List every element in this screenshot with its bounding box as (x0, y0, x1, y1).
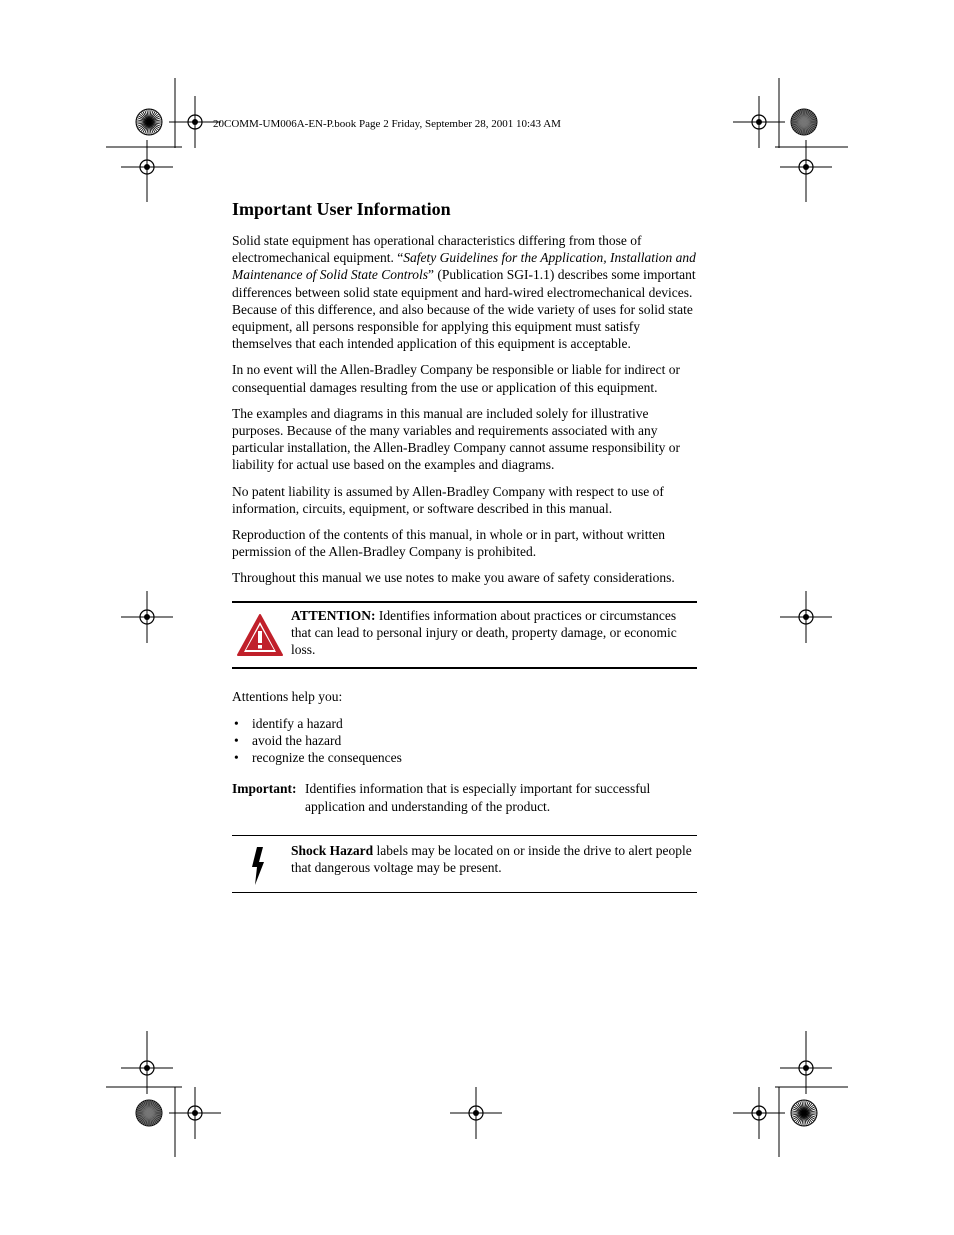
page-content (232, 198, 697, 893)
list-item (232, 715, 697, 732)
shock-hazard-label: Shock Hazard (291, 842, 374, 858)
lightning-bolt-icon (248, 846, 268, 886)
registration-target-icon (733, 1087, 785, 1139)
important-text: Identifies information that is especially important for successful application and understanding of the product. (305, 781, 651, 814)
paragraph-examples: The examples and diagrams in this manual are included solely for illustrative purposes. Because of the many variables and requirements associated with any particular installation, the Allen-Bradley Company cannot assume responsibility or liability for actual use based on the examples and diagrams. (232, 405, 681, 473)
list-item (232, 749, 697, 766)
paragraph-reproduction: Reproduction of the contents of this manual, in whole or in part, without written permission of the Allen-Bradley Company is prohibited. (232, 527, 666, 560)
registration-target-icon (780, 1042, 832, 1094)
list-item (232, 732, 697, 749)
shock-hazard-description: labels may be located on or inside the drive to alert people that dangerous voltage may be present. (291, 842, 692, 876)
registration-target-icon (780, 141, 832, 193)
registration-target-icon (169, 1087, 221, 1139)
registration-target-icon (121, 591, 173, 643)
paragraph-solid-state (232, 232, 697, 352)
attention-label: ATTENTION: (291, 607, 376, 623)
paragraph-safety-notes: Throughout this manual we use notes to make you aware of safety considerations. (232, 570, 675, 586)
starburst-registration-icon (136, 1100, 162, 1126)
bullet-icon: • (234, 750, 239, 766)
registration-target-icon (450, 1087, 502, 1139)
list-item-text: identify a hazard (252, 715, 343, 731)
paragraph-text: ” (Publication SGI-1.1) describes some important differences between solid state equipment and hard-wired electromechanical devices. Because of this difference, and also because of the wide variety of uses for solid state equipment, all persons responsible for applying this equipment must satisfy themselves that each intended application of this equipment is acceptable. (232, 267, 696, 352)
registration-target-icon (780, 591, 832, 643)
shock-hazard-box (232, 835, 697, 893)
attentions-help-intro: Attentions help you: (232, 688, 343, 704)
attention-text (291, 607, 697, 659)
paragraph-patent: No patent liability is assumed by Allen-Bradley Company with respect to use of information, circuits, equipment, or software described in this manual. (232, 483, 664, 516)
shock-hazard-text (291, 842, 697, 876)
registration-target-icon (121, 141, 173, 193)
registration-target-icon (733, 96, 785, 148)
starburst-registration-icon (791, 1100, 817, 1126)
starburst-registration-icon (136, 109, 162, 135)
bullet-icon: • (234, 715, 239, 731)
bullet-icon: • (234, 733, 239, 749)
starburst-registration-icon (791, 109, 817, 135)
paragraph-liability: In no event will the Allen-Bradley Company be responsible or liable for indirect or consequential damages resulting from the use or application of this equipment. (232, 362, 681, 395)
important-label: Important: (232, 781, 297, 797)
warning-triangle-icon (236, 613, 284, 657)
important-note (232, 780, 697, 814)
attention-benefits-list (232, 715, 697, 767)
list-item-text: avoid the hazard (252, 733, 342, 749)
registration-target-icon (121, 1042, 173, 1094)
publication-title: Safety Guidelines for the Application, Installation and Maintenance of Solid State Controls (232, 250, 696, 283)
page-title: Important User Information (232, 199, 451, 219)
list-item-text: recognize the consequences (252, 750, 402, 766)
attention-box (232, 601, 697, 669)
attention-description: Identifies information about practices or circumstances that can lead to personal injury or death, property damage, or economic loss. (291, 607, 677, 658)
print-header: 20COMM-UM006A-EN-P.book Page 2 Friday, September 28, 2001 10:43 AM (213, 118, 561, 130)
paragraph-text: Solid state equipment has operational characteristics differing from those of electromechanical equipment. “ (232, 233, 642, 266)
